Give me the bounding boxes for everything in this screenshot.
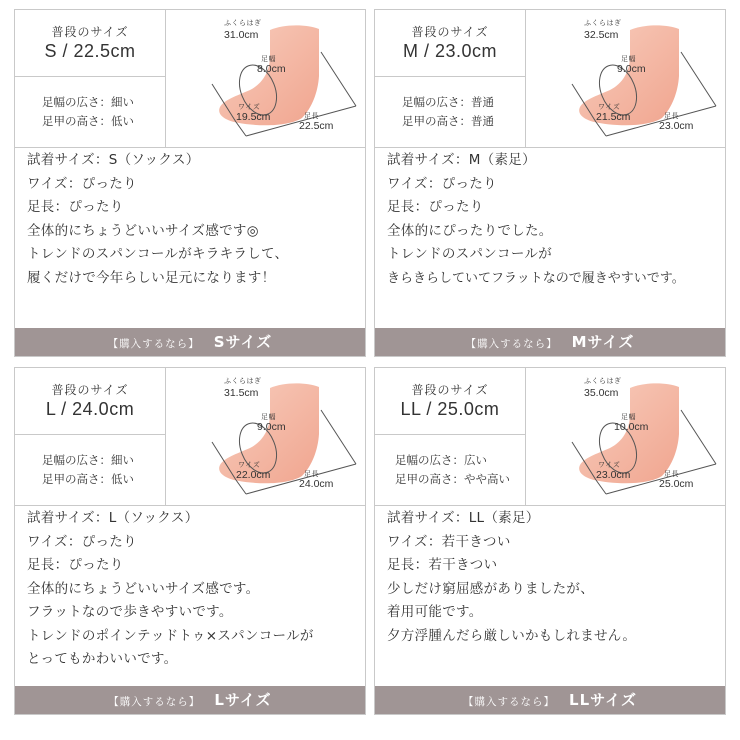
foot-shape-box xyxy=(15,435,166,505)
width-label: ワイズ xyxy=(238,462,261,469)
comment-line: 足長：若干きつい xyxy=(387,557,498,573)
comment-line: トレンドのスパンコールがキラキラして、 xyxy=(27,246,289,262)
length-value: 22.5cm xyxy=(299,120,334,132)
instep-label: 足幅 xyxy=(621,414,636,421)
foot-illustration-icon xyxy=(166,368,367,505)
width-value: 19.5cm xyxy=(236,111,271,123)
fitting-comments xyxy=(27,149,359,290)
card-divider xyxy=(375,147,725,148)
comment-line: 足長：ぴったり xyxy=(27,557,124,573)
foot-instep-text: 足甲の高さ：普通 xyxy=(402,114,494,128)
foot-instep-text: 足甲の高さ：やや高い xyxy=(395,472,510,486)
buy-size-bar[interactable] xyxy=(15,686,365,714)
instep-label: 足幅 xyxy=(261,56,276,63)
usual-size-value: M / 23.0cm xyxy=(402,41,498,61)
fitting-comments xyxy=(387,507,719,648)
foot-instep-text: 足甲の高さ：低い xyxy=(42,114,134,128)
size-card-ll xyxy=(374,367,726,715)
fitting-comments xyxy=(27,507,359,672)
size-card-m xyxy=(374,9,726,357)
foot-illustration-icon xyxy=(166,10,367,147)
buy-label: 【購入するなら】 xyxy=(463,696,556,708)
width-value: 21.5cm xyxy=(596,111,631,123)
width-value: 23.0cm xyxy=(596,469,631,481)
usual-size-value: LL / 25.0cm xyxy=(400,399,500,419)
instep-label: 足幅 xyxy=(261,414,276,421)
usual-size-box xyxy=(375,368,526,435)
length-value: 24.0cm xyxy=(299,478,334,490)
calf-value: 31.0cm xyxy=(224,29,259,41)
usual-size-caption: 普段のサイズ xyxy=(411,383,489,397)
foot-shape-box xyxy=(375,77,526,147)
comment-line: 試着サイズ：M（素足） xyxy=(387,152,536,168)
comment-line: ワイズ：ぴったり xyxy=(27,175,137,192)
calf-value: 32.5cm xyxy=(584,29,619,41)
comment-line: 試着サイズ：LL（素足） xyxy=(387,510,540,526)
comment-line: きらきらしていてフラットなので履きやすいです。 xyxy=(387,270,685,286)
foot-illustration-icon xyxy=(526,10,727,147)
usual-size-box xyxy=(375,10,526,77)
foot-diagram xyxy=(166,368,367,505)
length-label: 足長 xyxy=(664,113,679,120)
length-label: 足長 xyxy=(304,113,319,120)
width-label: ワイズ xyxy=(598,104,621,111)
buy-size-bar[interactable] xyxy=(15,328,365,356)
length-value: 23.0cm xyxy=(659,120,694,132)
width-label: ワイズ xyxy=(238,104,261,111)
buy-size-bar[interactable] xyxy=(375,328,725,356)
foot-shape-box xyxy=(15,77,166,147)
comment-line: ワイズ：ぴったり xyxy=(387,175,497,192)
instep-label: 足幅 xyxy=(621,56,636,63)
comment-line: 試着サイズ：L（ソックス） xyxy=(27,510,199,526)
foot-width-text: 足幅の広さ：細い xyxy=(42,95,134,109)
card-divider xyxy=(375,505,725,506)
instep-value: 9.0cm xyxy=(617,63,646,75)
size-card-s xyxy=(14,9,366,357)
calf-label: ふくらはぎ xyxy=(584,20,622,27)
comment-line: トレンドのポインテッドトゥ×スパンコールが xyxy=(27,627,314,644)
comment-line: 全体的にちょうどいいサイズ感です。 xyxy=(27,580,260,597)
comment-line: 足長：ぴったり xyxy=(387,199,484,215)
length-label: 足長 xyxy=(304,471,319,478)
buy-label: 【購入するなら】 xyxy=(108,696,201,708)
calf-value: 35.0cm xyxy=(584,387,619,399)
comment-line: 全体的にちょうどいいサイズ感です◎ xyxy=(27,222,259,239)
usual-size-box xyxy=(15,368,166,435)
calf-value: 31.5cm xyxy=(224,387,259,399)
comment-line: 夕方浮腫んだら厳しいかもしれません。 xyxy=(387,627,637,644)
foot-illustration-icon xyxy=(526,368,727,505)
usual-size-caption: 普段のサイズ xyxy=(51,25,129,39)
usual-size-value: S / 22.5cm xyxy=(44,41,136,61)
comment-line: 着用可能です。 xyxy=(387,604,483,620)
foot-instep-text: 足甲の高さ：低い xyxy=(42,472,134,486)
card-divider xyxy=(15,505,365,506)
calf-label: ふくらはぎ xyxy=(584,378,622,385)
buy-size-value: Sサイズ xyxy=(213,333,273,351)
buy-label: 【購入するなら】 xyxy=(465,338,558,350)
length-value: 25.0cm xyxy=(659,478,694,490)
foot-diagram xyxy=(526,10,727,147)
comment-line: 全体的にぴったりでした。 xyxy=(387,222,553,239)
comment-line: ワイズ：若干きつい xyxy=(387,533,511,550)
comment-line: 足長：ぴったり xyxy=(27,199,124,215)
comment-line: トレンドのスパンコールが xyxy=(387,246,552,262)
foot-width-text: 足幅の広さ：広い xyxy=(395,453,487,467)
card-divider xyxy=(15,147,365,148)
buy-size-value: Lサイズ xyxy=(214,691,272,709)
usual-size-value: L / 24.0cm xyxy=(45,399,135,419)
comment-line: フラットなので歩きやすいです。 xyxy=(27,604,233,620)
instep-value: 10.0cm xyxy=(614,421,649,433)
instep-value: 9.0cm xyxy=(257,421,286,433)
usual-size-caption: 普段のサイズ xyxy=(411,25,489,39)
length-label: 足長 xyxy=(664,471,679,478)
comment-line: 少しだけ窮屈感がありましたが、 xyxy=(387,580,594,597)
usual-size-caption: 普段のサイズ xyxy=(51,383,129,397)
buy-label: 【購入するなら】 xyxy=(107,338,200,350)
foot-width-text: 足幅の広さ：細い xyxy=(42,453,134,467)
foot-width-text: 足幅の広さ：普通 xyxy=(402,95,494,109)
foot-diagram xyxy=(526,368,727,505)
width-label: ワイズ xyxy=(598,462,621,469)
buy-size-bar[interactable] xyxy=(375,686,725,714)
comment-line: 履くだけで今年らしい足元になります！ xyxy=(27,269,276,286)
buy-size-value: Mサイズ xyxy=(571,333,635,351)
comment-line: ワイズ：ぴったり xyxy=(27,533,137,550)
buy-size-value: LLサイズ xyxy=(569,691,637,709)
foot-shape-box xyxy=(375,435,526,505)
usual-size-box xyxy=(15,10,166,77)
fitting-comments xyxy=(387,149,719,290)
instep-value: 8.0cm xyxy=(257,63,286,75)
calf-label: ふくらはぎ xyxy=(224,378,262,385)
width-value: 22.0cm xyxy=(236,469,271,481)
comment-line: とってもかわいいです。 xyxy=(27,651,178,667)
comment-line: 試着サイズ：S（ソックス） xyxy=(27,152,200,168)
size-card-l xyxy=(14,367,366,715)
calf-label: ふくらはぎ xyxy=(224,20,262,27)
foot-diagram xyxy=(166,10,367,147)
